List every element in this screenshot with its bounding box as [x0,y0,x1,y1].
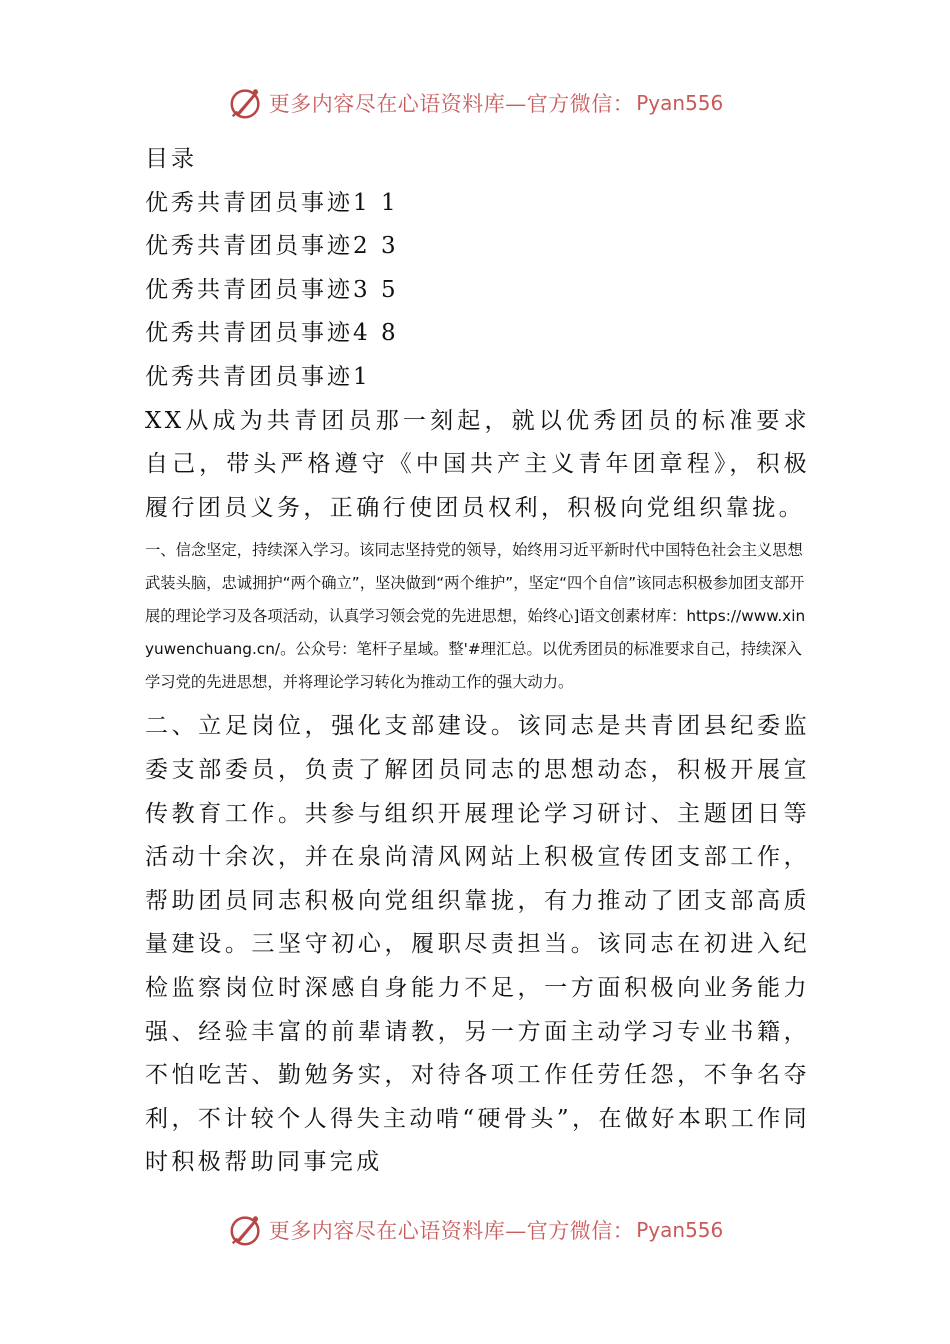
footer-banner [0,1210,950,1250]
toc-heading: 目录 [145,146,197,172]
toc-entry: 优秀共青团员事迹3 5 [145,276,399,303]
toc-entry: 优秀共青团员事迹1 1 [145,189,399,216]
article-title: 优秀共青团员事迹1 [145,363,371,390]
banner-wechat-id: Pyan556 [636,1218,724,1242]
header-banner [0,83,950,123]
quill-pen-logo-icon [227,84,265,122]
banner-text: 更多内容尽在心语资料库—官方微信： [268,92,635,116]
intro-paragraph: XX从成为共青团员那一刻起，就以优秀团员的标准要求自己，带头严格遵守《中国共产主义青年团章程》，积极履行团员义务，正确行使团员权利，积极向党组织靠拢。 [145,407,810,521]
banner-wechat-id: Pyan556 [636,91,724,115]
quill-pen-logo-icon [227,1211,265,1249]
section2-paragraph: 二、立足岗位，强化支部建设。该同志是共青团县纪委监委支部委员，负责了解团员同志的思想动态，积极开展宣传教育工作。共参与组织开展理论学习研讨、主题团日等活动十余次，并在泉尚清风网站上积极宣传团支部工作，帮助团员同志积极向党组织靠拢，有力推动了团支部高质量建设。三坚守初心，履职尽责担当。该同志在初进入纪检监察岗位时深感自身能力不足，一方面积极向业务能力强、经验丰富的前辈请教，另一方面主动学习专业书籍，不怕吃苦、勤勉务实，对待各项工作任劳任怨，不争名夺利，不计较个人得失主动啃“硬骨头”，在做好本职工作同时积极帮助同事完成 [145,713,810,1176]
section1-paragraph: 一、信念坚定，持续深入学习。该同志坚持党的领导，始终用习近平新时代中国特色社会主义思想武装头脑，忠诚拥护“两个确立”，坚决做到“两个维护”，坚定“四个自信”该同志积极参加团支部开展的理论学习及各项活动，认真学习领会党的先进思想，始终心]语文创素材库：https://www.xinyuwenchuang.cn/。公众号：笔杆子星域。整'#理汇总。以优秀团员的标准要求自己，持续深入学习党的先进思想，并将理论学习转化为推动工作的强大动力。 [145,541,806,692]
banner-text: 更多内容尽在心语资料库—官方微信： [268,1219,635,1243]
document-body [145,138,810,1185]
toc-entry: 优秀共青团员事迹4 8 [145,320,399,347]
toc-entry: 优秀共青团员事迹2 3 [145,233,399,260]
